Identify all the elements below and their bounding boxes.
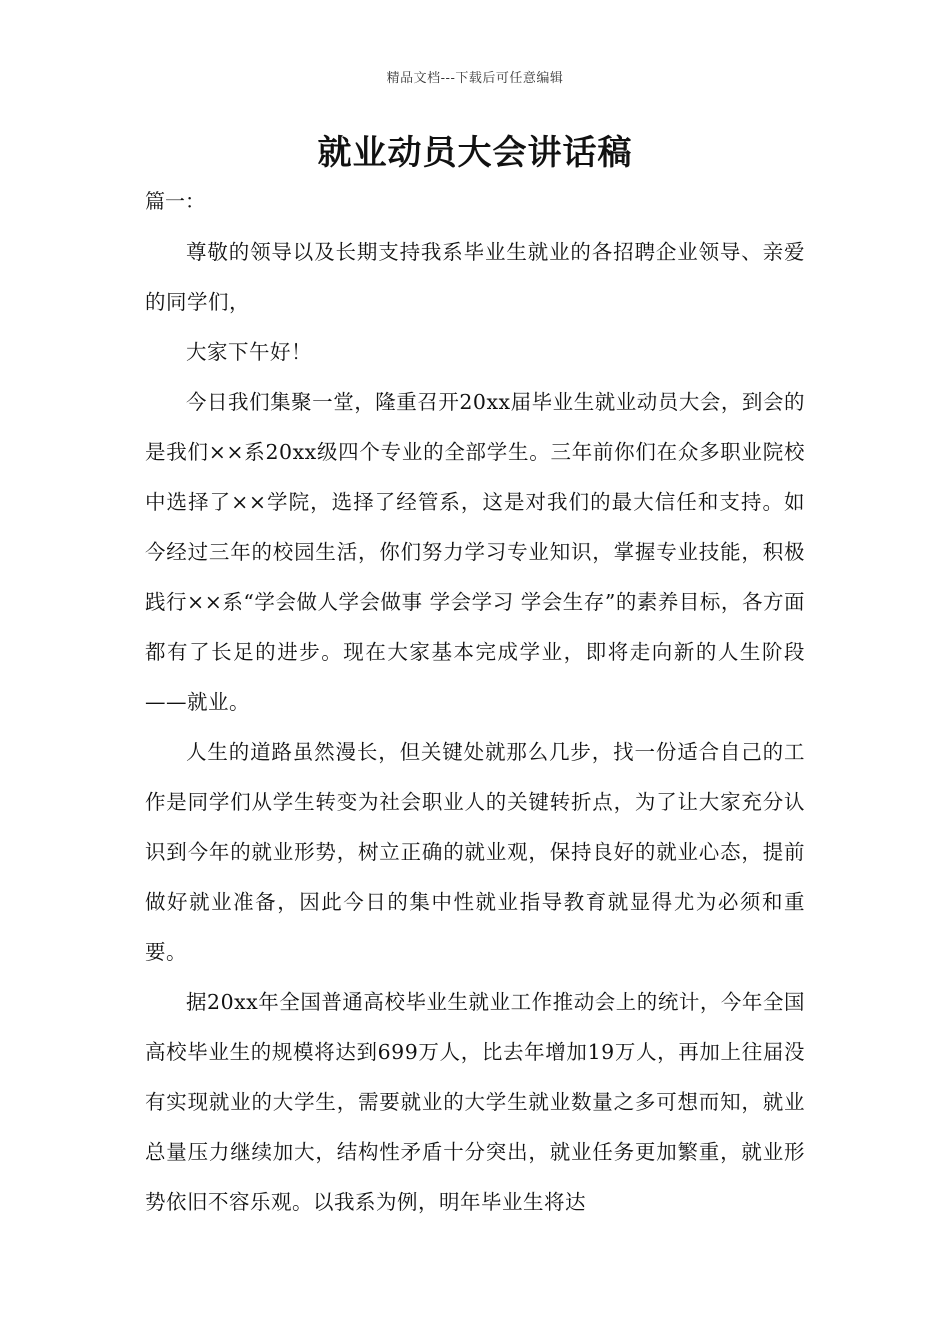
header-note: 精品文档---下载后可任意编辑 [386, 71, 564, 86]
paragraph: 据20xx年全国普通高校毕业生就业工作推动会上的统计，今年全国高校毕业生的规模将达到699万人，比去年增加19万人，再加上往届没有实现就业的大学生，需要就业的大学生就业数量之多可想而知，就业总量压力继续加大，结构性矛盾十分突出，就业任务更加繁重，就业形势依旧不容乐观。以我系为例，明年毕业生将达 [145, 990, 805, 1214]
paragraph: 今日我们集聚一堂，隆重召开20xx届毕业生就业动员大会，到会的是我们××系20xx级四个专业的全部学生。三年前你们在众多职业院校中选择了××学院，选择了经管系，这是对我们的最大信任和支持。如今经过三年的校园生活，你们努力学习专业知识，掌握专业技能，积极践行××系“学会做人学会做事 学会学习 学会生存”的素养目标，各方面都有了长足的进步。现在大家基本完成学业，即将走向新的人生阶段——就业。 [145, 390, 805, 714]
section-label: 篇一： [145, 189, 205, 213]
document-title: 就业动员大会讲话稿 [317, 133, 633, 173]
body-text [145, 227, 805, 1227]
paragraph: 人生的道路虽然漫长，但关键处就那么几步，找一份适合自己的工作是同学们从学生转变为社会职业人的关键转折点，为了让大家充分认识到今年的就业形势，树立正确的就业观，保持良好的就业心态，提前做好就业准备，因此今日的集中性就业指导教育就显得尤为必须和重要。 [145, 740, 805, 964]
paragraph-salutation: 尊敬的领导以及长期支持我系毕业生就业的各招聘企业领导、亲爱的同学们， [145, 240, 805, 314]
paragraph-greeting: 大家下午好！ [186, 340, 312, 364]
